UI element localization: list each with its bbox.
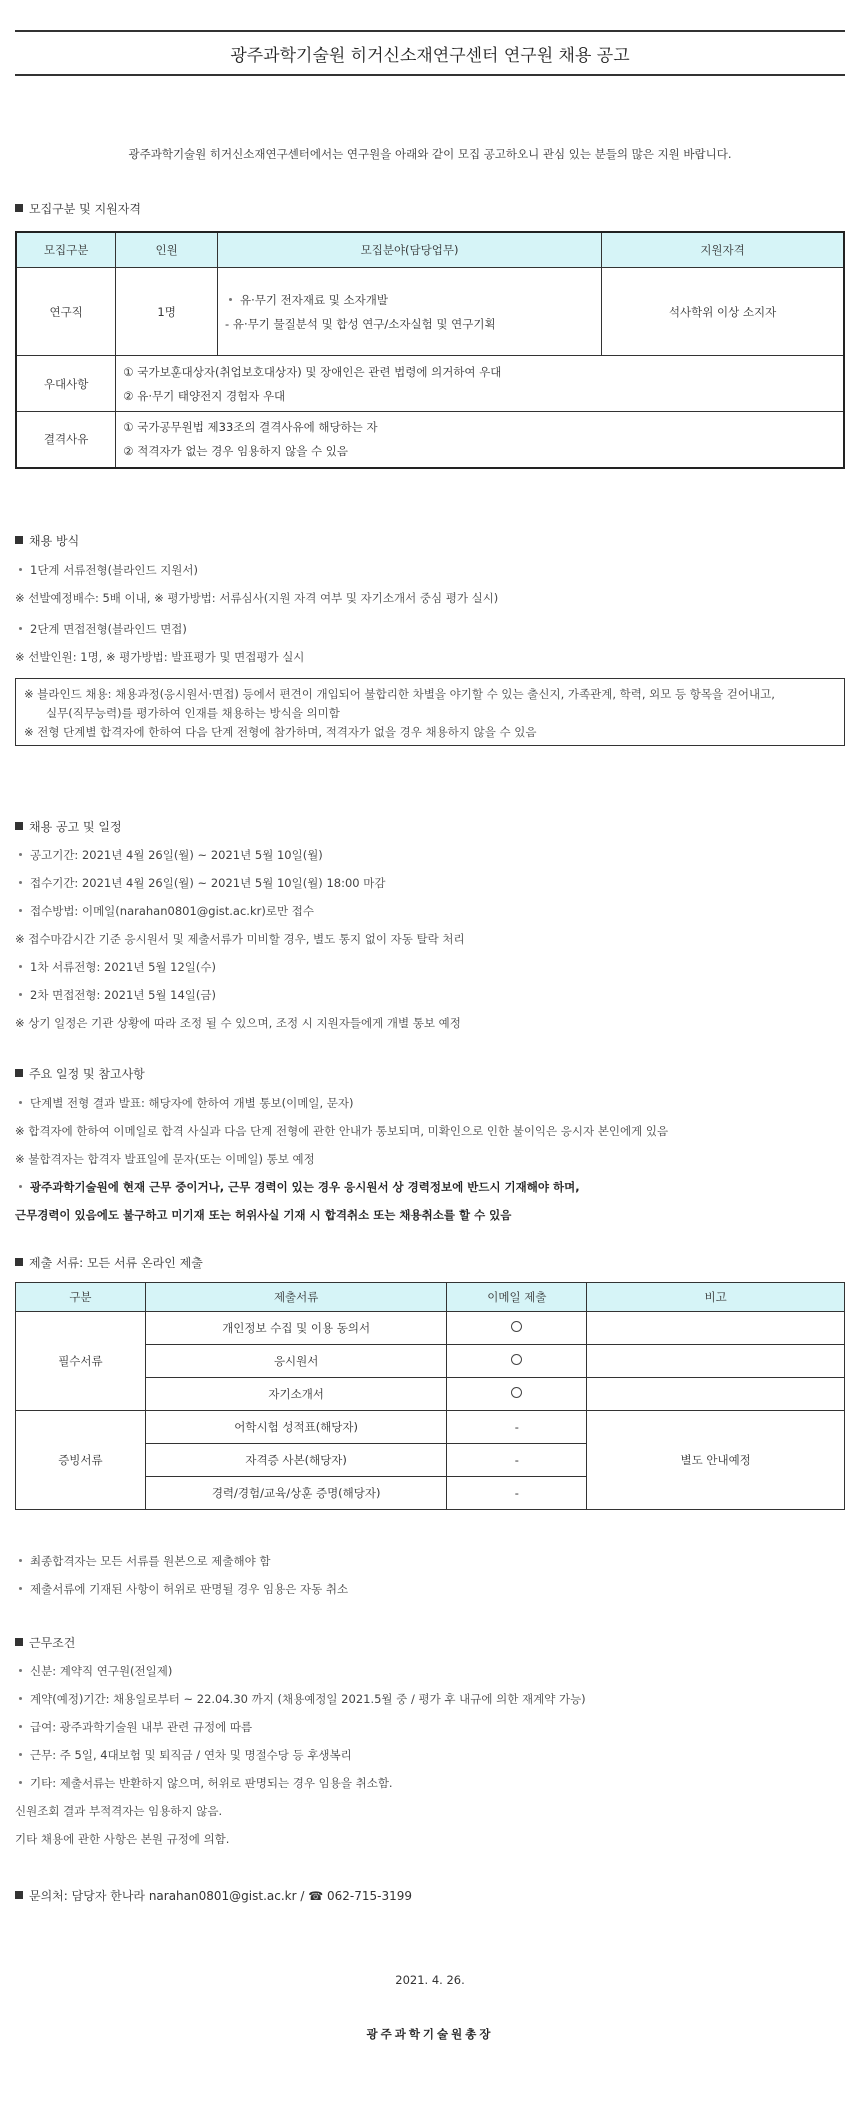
recruit-duty: 유·무기 전자재료 및 소자개발 - 유·무기 물질분석 및 합성 연구/소자실험 및 연구기획 [218, 268, 602, 356]
bullet-icon [19, 1101, 22, 1104]
email-submit-cell [447, 1378, 587, 1411]
list-item: ※ 상기 일정은 기관 상황에 따라 조정 될 수 있으며, 조정 시 지원자들에게 개별 통보 예정 [15, 1016, 461, 1030]
list-item: 제출서류에 기재된 사항이 허위로 판명될 경우 임용은 자동 취소 [15, 1581, 348, 1597]
note-cell [587, 1378, 845, 1411]
list-item: ※ 합격자에 한하여 이메일로 합격 사실과 다음 단계 전형에 관한 안내가 통보되며, 미확인으로 인한 불이익은 응시자 본인에게 있음 [15, 1124, 669, 1138]
section-heading-schedule: 채용 공고 및 일정 [15, 818, 122, 835]
list-item: 신분: 계약직 연구원(전일제) [15, 1663, 172, 1679]
list-item: 2차 면접전형: 2021년 5월 14일(금) [15, 987, 216, 1003]
list-item: 1차 서류전형: 2021년 5월 12일(수) [15, 959, 216, 975]
bullet-icon [19, 909, 22, 912]
list-item: 1단계 서류전형(블라인드 지원서) [15, 562, 198, 578]
preference-content: ① 국가보훈대상자(취업보호대상자) 및 장애인은 관련 법령에 의거하여 우대 ② 유·무기 태양전지 경험자 우대 [116, 356, 844, 412]
doc-name: 자기소개서 [145, 1378, 447, 1411]
email-submit-cell: - [447, 1477, 587, 1510]
list-item: 접수방법: 이메일(narahan0801@gist.ac.kr)로만 접수 [15, 903, 314, 919]
list-item: 기타 채용에 관한 사항은 본원 규정에 의함. [15, 1832, 230, 1846]
list-item: 2단계 면접전형(블라인드 면접) [15, 621, 187, 637]
table-row [16, 356, 844, 412]
intro-text: 광주과학기술원 히거신소재연구센터에서는 연구원을 아래와 같이 모집 공고하오니 관심 있는 분들의 많은 지원 바랍니다. [128, 147, 732, 161]
note-cell [587, 1312, 845, 1345]
header-cell: 이메일 제출 [447, 1283, 587, 1312]
list-item: 급여: 광주과학기술원 내부 관련 규정에 따름 [15, 1719, 252, 1735]
list-item: 신원조회 결과 부적격자는 임용하지 않음. [15, 1804, 223, 1818]
note-cell [587, 1345, 845, 1378]
doc-name: 응시원서 [145, 1345, 447, 1378]
bullet-icon [19, 965, 22, 968]
group-required: 필수서류 [16, 1312, 146, 1411]
section-heading-method: 채용 방식 [15, 532, 79, 549]
bullet-icon [19, 1753, 22, 1756]
signature: 광주과학기술원총장 [366, 2027, 494, 2041]
bullet-icon [19, 993, 22, 996]
table-header-row [16, 1283, 845, 1312]
section-heading-notes: 주요 일정 및 참고사항 [15, 1065, 145, 1082]
email-submit-cell [447, 1345, 587, 1378]
header-cell: 지원자격 [602, 232, 844, 268]
list-item: 기타: 제출서류는 반환하지 않으며, 허위로 판명되는 경우 임용을 취소함. [15, 1775, 393, 1791]
doc-name: 개인정보 수집 및 이용 동의서 [145, 1312, 447, 1345]
page-title: 광주과학기술원 히거신소재연구센터 연구원 채용 공고 [15, 30, 845, 76]
list-item: 최종합격자는 모든 서류를 원본으로 제출해야 함 [15, 1553, 270, 1569]
header-cell: 인원 [116, 232, 218, 268]
notice-date: 2021. 4. 26. [395, 1973, 465, 1987]
list-item: 근무: 주 5일, 4대보험 및 퇴직금 / 연차 및 명절수당 등 후생복리 [15, 1747, 352, 1763]
square-bullet-icon [15, 1891, 23, 1899]
square-bullet-icon [15, 1258, 23, 1266]
bullet-icon [19, 627, 22, 630]
list-item: 광주과학기술원에 현재 근무 중이거나, 근무 경력이 있는 경우 응시원서 상 경력정보에 반드시 기재해야 하며, [15, 1179, 580, 1195]
email-submit-cell: - [447, 1411, 587, 1444]
list-item: ※ 접수마감시간 기준 응시원서 및 제출서류가 미비할 경우, 별도 통지 없이 자동 탈락 처리 [15, 932, 465, 946]
header-cell: 제출서류 [145, 1283, 447, 1312]
square-bullet-icon [15, 536, 23, 544]
email-submit-cell: - [447, 1444, 587, 1477]
square-bullet-icon [15, 1069, 23, 1077]
list-item: ※ 선발인원: 1명, ※ 평가방법: 발표평가 및 면접평가 실시 [15, 650, 305, 664]
recruit-qualification: 석사학위 이상 소지자 [602, 268, 844, 356]
doc-name: 경력/경험/교육/상훈 증명(해당자) [145, 1477, 447, 1510]
doc-name: 어학시험 성적표(해당자) [145, 1411, 447, 1444]
bullet-icon [19, 1559, 22, 1562]
bullet-icon [19, 881, 22, 884]
recruit-count: 1명 [116, 268, 218, 356]
circle-icon [511, 1354, 522, 1365]
list-item: 접수기간: 2021년 4월 26일(월) ~ 2021년 5월 10일(월) 18:00 마감 [15, 875, 385, 891]
header-cell: 모집구분 [16, 232, 116, 268]
documents-table [15, 1282, 845, 1510]
group-evidence: 증빙서류 [16, 1411, 146, 1510]
list-item: 단계별 전형 결과 발표: 해당자에 한하여 개별 통보(이메일, 문자) [15, 1095, 353, 1111]
doc-name: 자격증 사본(해당자) [145, 1444, 447, 1477]
bullet-icon [19, 1697, 22, 1700]
list-item: ※ 선발예정배수: 5배 이내, ※ 평가방법: 서류심사(지원 자격 여부 및 자기소개서 중심 평가 실시) [15, 591, 499, 605]
table-row [16, 1411, 845, 1444]
table-header-row [16, 232, 844, 268]
bullet-icon [19, 853, 22, 856]
square-bullet-icon [15, 822, 23, 830]
square-bullet-icon [15, 204, 23, 212]
circle-icon [511, 1321, 522, 1332]
circle-icon [511, 1387, 522, 1398]
table-row [16, 412, 844, 468]
bullet-icon [19, 1725, 22, 1728]
bullet-icon [19, 1781, 22, 1784]
bullet-icon [19, 1669, 22, 1672]
disqualification-content: ① 국가공무원법 제33조의 결격사유에 해당하는 자 ② 적격자가 없는 경우 임용하지 않을 수 있음 [116, 412, 844, 468]
section-heading-conditions: 근무조건 [15, 1634, 75, 1651]
list-item: 공고기간: 2021년 4월 26일(월) ~ 2021년 5월 10일(월) [15, 847, 323, 863]
header-cell: 비고 [587, 1283, 845, 1312]
list-item: ※ 불합격자는 합격자 발표일에 문자(또는 이메일) 통보 예정 [15, 1152, 315, 1166]
table-row [16, 1312, 845, 1345]
contact-line: 문의처: 담당자 한나라 narahan0801@gist.ac.kr / ☎ 062-715-3199 [15, 1887, 412, 1904]
preference-label: 우대사항 [16, 356, 116, 412]
table-row [16, 268, 844, 356]
section-heading-recruitment: 모집구분 및 지원자격 [15, 200, 141, 217]
bullet-icon [19, 568, 22, 571]
note-cell: 별도 안내예정 [587, 1411, 845, 1510]
list-item: 근무경력이 있음에도 불구하고 미기재 또는 허위사실 기재 시 합격취소 또는 채용취소를 할 수 있음 [15, 1208, 512, 1222]
email-submit-cell [447, 1312, 587, 1345]
disqualification-label: 결격사유 [16, 412, 116, 468]
square-bullet-icon [15, 1638, 23, 1646]
list-item: 계약(예정)기간: 채용일로부터 ~ 22.04.30 까지 (채용예정일 2021.5월 중 / 평가 후 내규에 의한 재계약 가능) [15, 1691, 586, 1707]
bullet-icon [229, 298, 232, 301]
header-cell: 모집분야(담당업무) [218, 232, 602, 268]
bullet-icon [19, 1185, 22, 1188]
bullet-icon [19, 1587, 22, 1590]
recruit-type: 연구직 [16, 268, 116, 356]
recruitment-table [15, 231, 845, 469]
header-cell: 구분 [16, 1283, 146, 1312]
section-heading-documents: 제출 서류: 모든 서류 온라인 제출 [15, 1254, 203, 1271]
blind-recruitment-note: ※ 블라인드 채용: 채용과정(응시원서·면접) 등에서 편견이 개입되어 불합리한 차별을 야기할 수 있는 출신지, 가족관계, 학력, 외모 등 항목을 걷어내고, 실무(직무능력)를 평가하여 인재를 채용하는 방식을 의미함 ※ 전형 단계별 합격자에 한하여 다음 단계 전형에 참가하며, 적격자가 없을 경우 채용하지 않을 수 있음 [15, 678, 845, 746]
